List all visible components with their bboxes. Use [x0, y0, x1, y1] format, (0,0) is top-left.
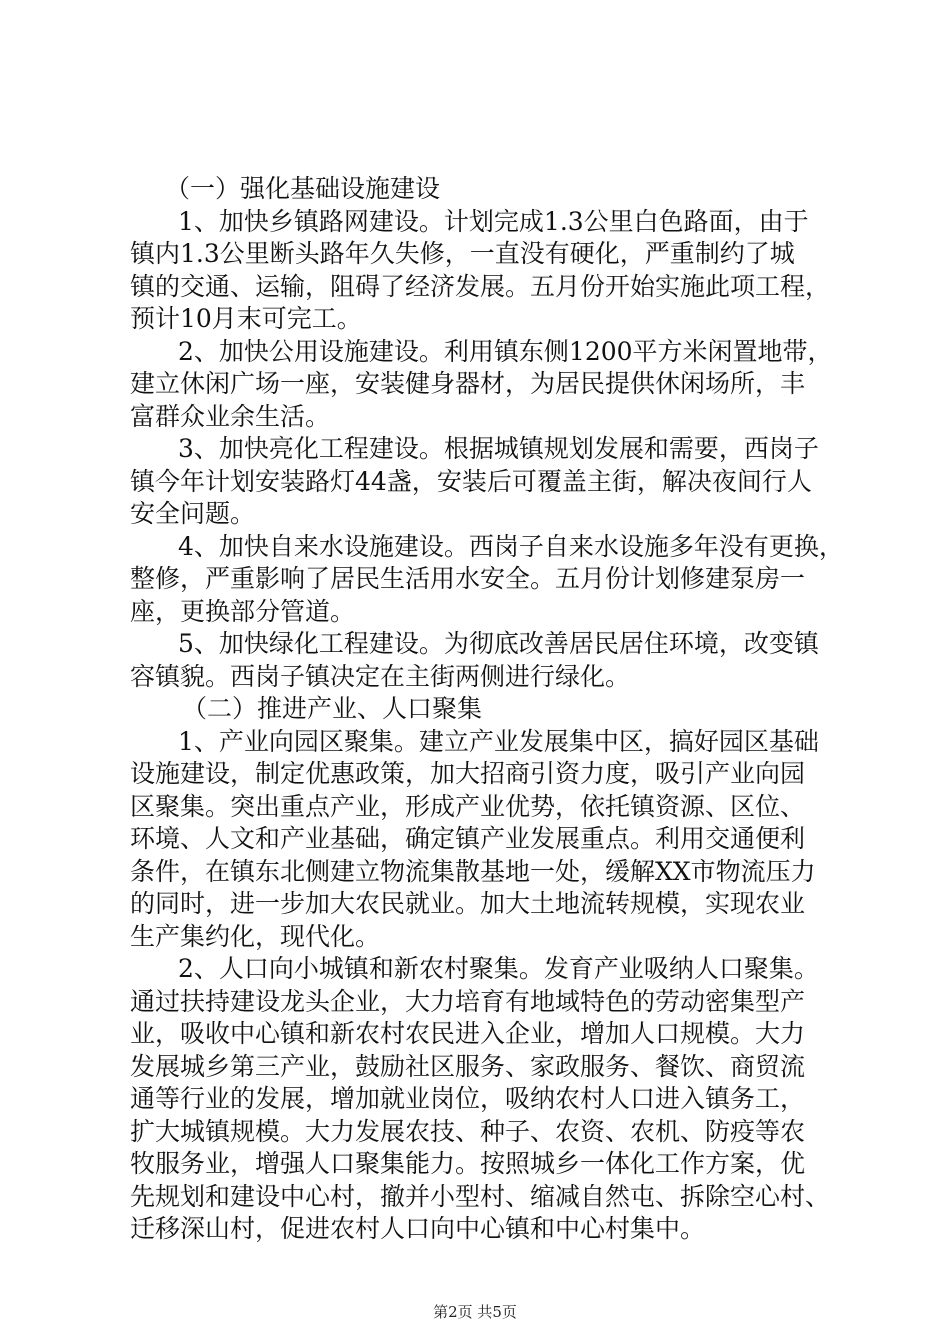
- body-line: 建立休闲广场一座，安装健身器材，为居民提供休闲场所，丰: [130, 369, 806, 398]
- body-line: 5、加快绿化工程建设。为彻底改善居民居住环境，改变镇: [178, 629, 819, 658]
- section-heading: （二）推进产业、人口聚集: [182, 694, 483, 723]
- body-line: 容镇貌。西岗子镇决定在主街两侧进行绿化。: [130, 662, 631, 691]
- body-line: 条件，在镇东北侧建立物流集散基地一处，缓解XX市物流压力: [130, 857, 816, 886]
- body-line: 整修，严重影响了居民生活用水安全。五月份计划修建泵房一: [130, 564, 806, 593]
- body-line: 安全问题。: [130, 499, 256, 528]
- body-line: 富群众业余生活。: [130, 402, 331, 431]
- body-line: 牧服务业，增强人口聚集能力。按照城乡一体化工作方案，优: [130, 1149, 806, 1178]
- body-line: 3、加快亮化工程建设。根据城镇规划发展和需要，西岗子: [178, 434, 819, 463]
- section-heading: （一）强化基础设施建设: [165, 174, 441, 203]
- body-line: 2、人口向小城镇和新农村聚集。发育产业吸纳人口聚集。: [178, 954, 819, 983]
- body-line: 1、加快乡镇路网建设。计划完成1.3公里白色路面，由于: [178, 207, 809, 236]
- body-line: 先规划和建设中心村，撤并小型村、缩减自然屯、拆除空心村、: [130, 1182, 831, 1211]
- body-line: 预计10月末可完工。: [130, 304, 362, 333]
- body-line: 业，吸收中心镇和新农村农民进入企业，增加人口规模。大力: [130, 1019, 806, 1048]
- body-line: 设施建设，制定优惠政策，加大招商引资力度，吸引产业向园: [130, 759, 806, 788]
- body-line: 座，更换部分管道。: [130, 597, 356, 626]
- page-footer: 第2页 共5页: [433, 1303, 517, 1321]
- body-line: 镇内1.3公里断头路年久失修，一直没有硬化，严重制约了城: [130, 239, 795, 268]
- body-line: 生产集约化，现代化。: [130, 922, 381, 951]
- body-line: 的同时，进一步加大农民就业。加大土地流转规模，实现农业: [130, 889, 806, 918]
- body-line: 2、加快公用设施建设。利用镇东侧1200平方米闲置地带，: [178, 337, 833, 366]
- body-line: 扩大城镇规模。大力发展农技、种子、农资、农机、防疫等农: [130, 1117, 806, 1146]
- body-line: 区聚集。突出重点产业，形成产业优势，依托镇资源、区位、: [130, 792, 806, 821]
- body-line: 1、产业向园区聚集。建立产业发展集中区，搞好园区基础: [178, 727, 819, 756]
- body-line: 通过扶持建设龙头企业，大力培育有地域特色的劳动密集型产: [130, 987, 806, 1016]
- body-line: 环境、人文和产业基础，确定镇产业发展重点。利用交通便利: [130, 824, 806, 853]
- body-line: 4、加快自来水设施建设。西岗子自来水设施多年没有更换，: [178, 532, 844, 561]
- body-line: 镇的交通、运输，阻碍了经济发展。五月份开始实施此项工程，: [130, 272, 831, 301]
- body-line: 通等行业的发展，增加就业岗位，吸纳农村人口进入镇务工，: [130, 1084, 806, 1113]
- body-line: 发展城乡第三产业，鼓励社区服务、家政服务、餐饮、商贸流: [130, 1052, 806, 1081]
- body-line: 镇今年计划安装路灯44盏，安装后可覆盖主街，解决夜间行人: [130, 467, 812, 496]
- body-line: 迁移深山村，促进农村人口向中心镇和中心村集中。: [130, 1214, 706, 1243]
